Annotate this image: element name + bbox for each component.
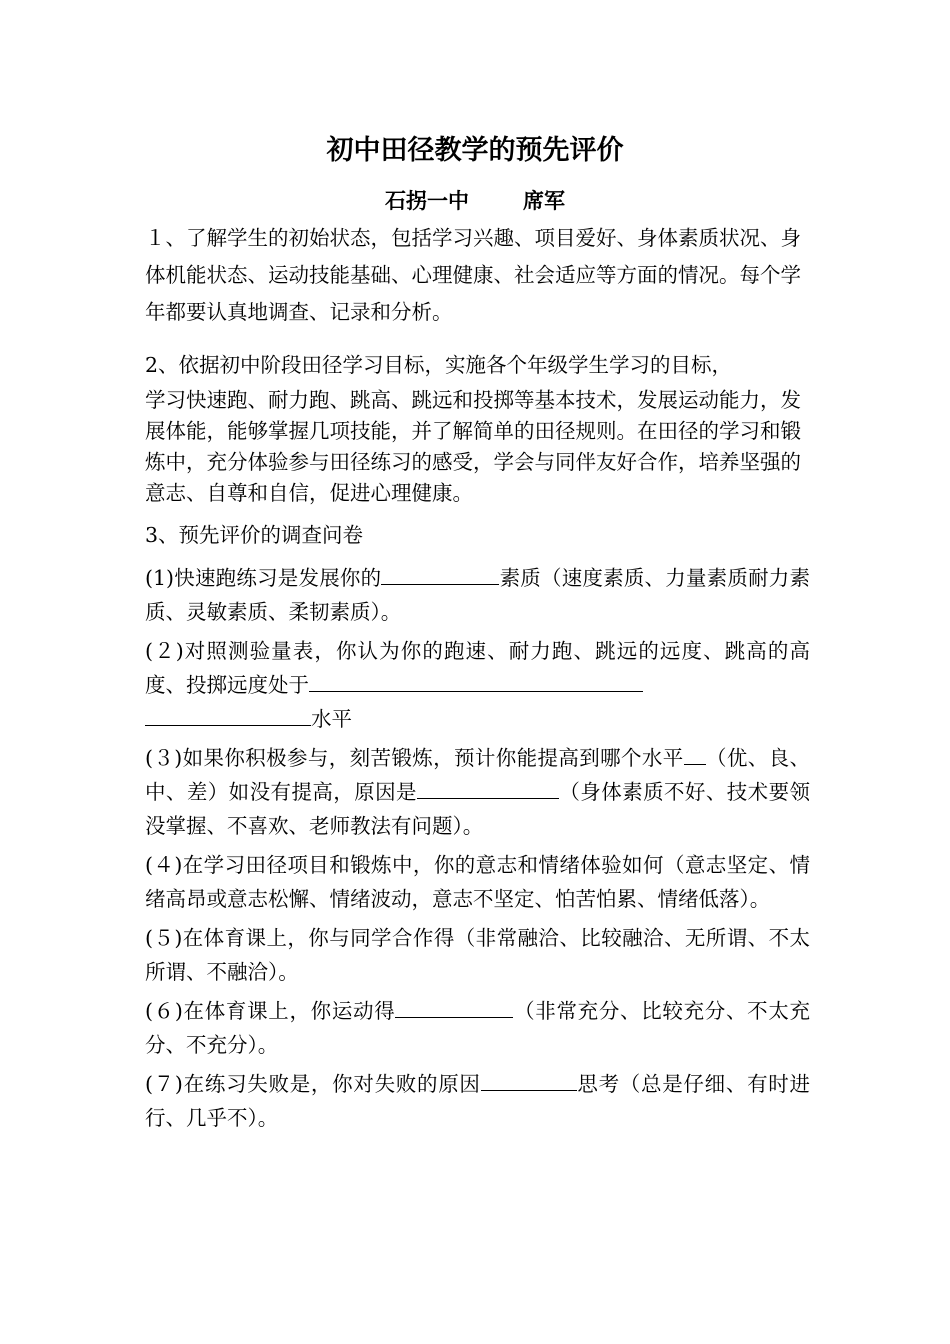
answer-blank-2b[interactable] bbox=[145, 703, 311, 726]
question-1-text-a: (1)快速跑练习是发展你的 bbox=[145, 566, 382, 590]
author-line bbox=[0, 185, 950, 215]
question-6-text-b: （非常充分、比较充分、不太充分、不充分）。 bbox=[145, 999, 810, 1057]
question-7-text-b: 思考（总是仔细、有时进行、几乎不）。 bbox=[145, 1072, 810, 1130]
paragraph-2-first-line: 2、依据初中阶段田径学习目标，实施各个年级学生学习的目标， bbox=[145, 353, 733, 377]
question-6-text-a: (６)在体育课上，你运动得 bbox=[145, 999, 396, 1023]
question-6 bbox=[145, 994, 810, 1062]
answer-blank-6[interactable] bbox=[395, 995, 513, 1018]
question-2-text-b: 水平 bbox=[311, 707, 352, 731]
answer-blank-1[interactable] bbox=[381, 562, 499, 585]
question-3-text-b: （优、良、中、差）如没有提高，原因是 bbox=[145, 746, 810, 804]
paragraph-2-rest: 学习快速跑、耐力跑、跳高、跳远和投掷等基本技术，发展运动能力，发展体能，能够掌握几项技能，并了解简单的田径规则。在田径的学习和锻炼中，充分体验参与田径练习的感受，学会与同伴友好合作，培养坚强的意志、自尊和自信，促进心理健康。 bbox=[145, 388, 801, 505]
paragraph-2 bbox=[145, 345, 810, 509]
answer-blank-3b[interactable] bbox=[417, 776, 559, 799]
question-7-text-a: (７)在练习失败是，你对失败的原因 bbox=[145, 1072, 481, 1096]
paragraph-1: １、了解学生的初始状态，包括学习兴趣、项目爱好、身体素质状况、身体机能状态、运动技能基础、心理健康、社会适应等方面的情况。每个学年都要认真地调查、记录和分析。 bbox=[145, 226, 801, 324]
question-7 bbox=[145, 1067, 810, 1135]
answer-blank-2a[interactable] bbox=[309, 669, 643, 692]
paragraph-3: 3、预先评价的调查问卷 bbox=[145, 523, 364, 547]
document-body bbox=[145, 220, 810, 1140]
question-3 bbox=[145, 741, 810, 843]
author-name: 席军 bbox=[523, 188, 565, 213]
answer-blank-3a[interactable] bbox=[684, 742, 706, 765]
question-3-text-c: （身体素质不好、技术要领没掌握、不喜欢、老师教法有问题）。 bbox=[145, 780, 811, 838]
question-2 bbox=[145, 634, 810, 736]
page-title: 初中田径教学的预先评价 bbox=[326, 135, 624, 166]
author-school: 石拐一中 bbox=[385, 188, 469, 213]
question-2-text-a: (２)对照测验量表，你认为你的跑速、耐力跑、跳远的远度、跳高的高度、投掷远度处于 bbox=[145, 639, 810, 697]
question-5: (５)在体育课上，你与同学合作得（非常融洽、比较融洽、无所谓、不太所谓、不融洽）。 bbox=[145, 926, 810, 984]
question-3-text-a: (３)如果你积极参与，刻苦锻炼，预计你能提高到哪个水平 bbox=[145, 746, 684, 770]
question-1-text-b: 素质（速度素质、力量素质耐力素质、灵敏素质、柔韧素质）。 bbox=[145, 566, 811, 624]
question-4: (４)在学习田径项目和锻炼中，你的意志和情绪体验如何（意志坚定、情绪高昂或意志松懈、情绪波动，意志不坚定、怕苦怕累、情绪低落）。 bbox=[145, 853, 810, 911]
question-1 bbox=[145, 561, 810, 629]
answer-blank-7[interactable] bbox=[481, 1068, 577, 1091]
